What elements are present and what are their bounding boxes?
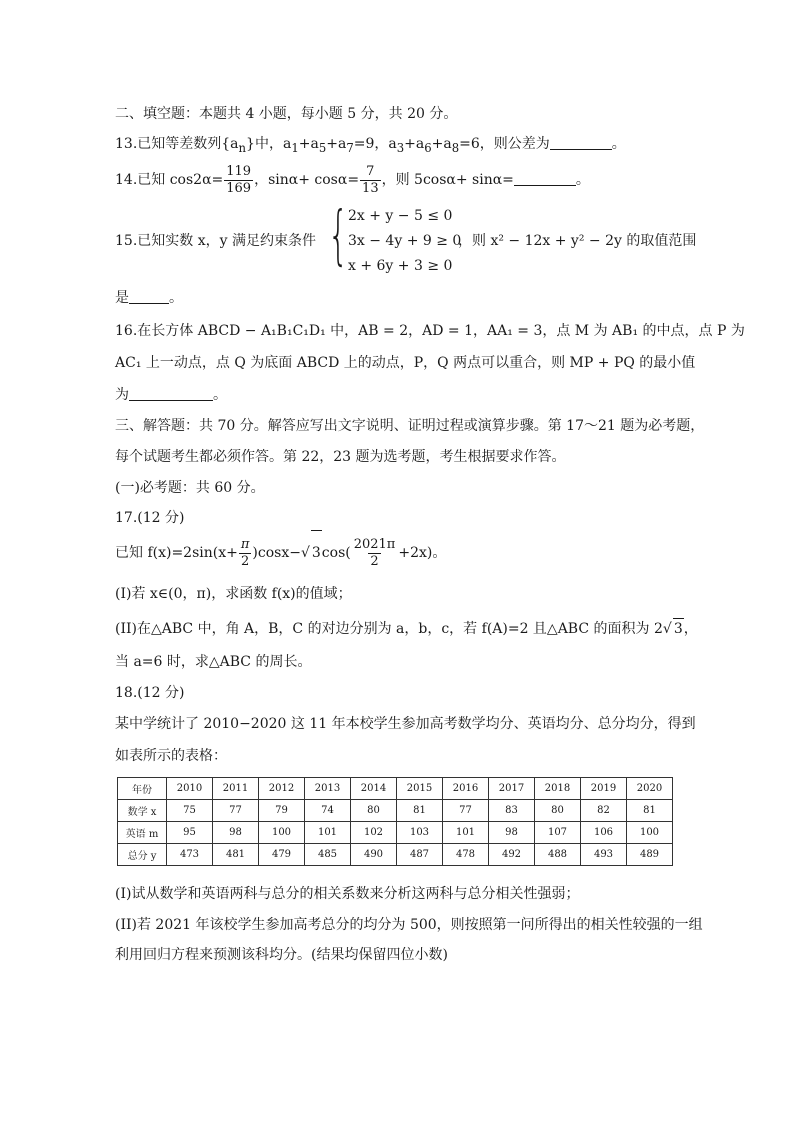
q13-end: 。	[611, 136, 626, 152]
table-cell: 95	[167, 822, 213, 844]
question-14	[115, 158, 590, 202]
q17-text: ，	[683, 621, 698, 637]
constraint-2: 3x − 4y + 9 ≥ 0	[348, 233, 462, 249]
q13-sub: 5	[318, 140, 327, 155]
fraction-denominator: 2	[240, 553, 250, 569]
table-cell: 473	[167, 844, 213, 866]
question-17-title: 17.(12 分)	[115, 510, 185, 526]
table-cell: 107	[535, 822, 581, 844]
table-cell: 80	[535, 800, 581, 822]
table-cell: 2010	[167, 778, 213, 800]
table-cell: 478	[443, 844, 489, 866]
table-cell: 98	[489, 822, 535, 844]
q14-text: 14.已知 cos2α=	[115, 172, 224, 188]
table-cell: 80	[351, 800, 397, 822]
fraction	[239, 537, 252, 570]
answer-blank[interactable]	[129, 289, 169, 304]
table-cell: 2020	[627, 778, 673, 800]
table-cell: 100	[259, 822, 305, 844]
table-cell: 493	[581, 844, 627, 866]
question-18-part2-cont: 利用回归方程来预测该科均分。(结果均保留四位小数)	[115, 947, 448, 963]
q17-text: cos(	[321, 545, 351, 561]
q13-text: +a	[298, 136, 319, 152]
table-cell: 479	[259, 844, 305, 866]
required-header: (一)必考题：共 60 分。	[115, 480, 265, 496]
answer-blank[interactable]	[514, 171, 576, 186]
q13-sub: 8	[451, 140, 460, 155]
question-18-part2: (II)若 2021 年该校学生参加高考总分的均分为 500，则按照第一问所得出的相关性较强的一组	[115, 917, 703, 933]
fill-section-header: 二、填空题：本题共 4 小题，每小题 5 分，共 20 分。	[115, 106, 458, 122]
table-cell: 101	[305, 822, 351, 844]
q15-text: 是	[115, 290, 129, 306]
fraction	[360, 164, 381, 197]
sqrt-icon: √	[300, 545, 310, 561]
table-cell: 81	[627, 800, 673, 822]
question-17-part2-cont: 当 a=6 时，求△ABC 的周长。	[115, 654, 312, 670]
answer-blank[interactable]	[129, 386, 213, 401]
table-cell: 2014	[351, 778, 397, 800]
q13-sub: n	[238, 140, 247, 155]
table-cell: 487	[397, 844, 443, 866]
answer-section-header-cont: 每个试题考生都必须作答。第 22，23 题为选考题，考生根据要求作答。	[115, 449, 566, 465]
system-brace: {	[328, 199, 349, 273]
table-cell: 481	[213, 844, 259, 866]
q13-text: 13.已知等差数列{a	[115, 136, 239, 152]
q13-sub: 1	[291, 140, 299, 155]
table-cell: 488	[535, 844, 581, 866]
table-cell: 101	[443, 822, 489, 844]
q17-text: 已知 f(x)=2sin(x+	[115, 545, 238, 561]
q16-text: 为	[115, 387, 129, 403]
q13-text: }中，a	[246, 136, 292, 152]
q14-text: ，sinα+ cosα=	[254, 172, 360, 188]
q13-text: +a	[431, 136, 452, 152]
table-cell: 2019	[581, 778, 627, 800]
table-cell: 数学 x	[118, 800, 167, 822]
q13-text: +a	[404, 136, 425, 152]
table-cell: 总分 y	[118, 844, 167, 866]
fraction-numerator: 7	[366, 163, 375, 179]
sqrt-radicand: 3	[673, 618, 684, 639]
table-cell: 2017	[489, 778, 535, 800]
q13-text: +a	[326, 136, 347, 152]
table-cell: 100	[627, 822, 673, 844]
table-cell: 2015	[397, 778, 443, 800]
q17-text: )cosx−	[252, 545, 301, 561]
question-17-part1: (I)若 x∈(0，π)，求函数 f(x)的值域；	[115, 586, 352, 602]
table-cell: 2016	[443, 778, 489, 800]
q13-sub: 3	[396, 140, 405, 155]
table-cell: 79	[259, 800, 305, 822]
q17-text: +2x)。	[398, 545, 447, 561]
table-cell: 492	[489, 844, 535, 866]
question-16-line2: AC₁ 上一动点，点 Q 为底面 ABCD 上的动点，P，Q 两点可以重合，则 MP + PQ 的最小值	[115, 355, 696, 371]
answer-blank[interactable]	[550, 135, 612, 150]
table-row	[118, 778, 673, 800]
table-cell: 74	[305, 800, 351, 822]
answer-section-header: 三、解答题：共 70 分。解答应写出文字说明、证明过程或演算步骤。第 17～21 题为必考题，	[115, 418, 705, 434]
data-table	[117, 777, 673, 866]
q13-text: =6，则公差为	[459, 136, 550, 152]
fraction-denominator: 2	[370, 553, 379, 569]
q13-sub: 7	[346, 140, 354, 155]
question-18-title: 18.(12 分)	[115, 685, 185, 701]
question-17-part2	[115, 618, 698, 639]
table-cell: 2011	[213, 778, 259, 800]
question-16-line3	[115, 385, 227, 405]
question-18-intro: 某中学统计了 2010−2020 这 11 年本校学生参加高考数学均分、英语均分、总分均分，得到	[115, 716, 696, 732]
table-cell: 英语 m	[118, 822, 167, 844]
constraint-3: x + 6y + 3 ≥ 0	[348, 258, 453, 274]
table-cell: 98	[213, 822, 259, 844]
table-cell: 2018	[535, 778, 581, 800]
table-cell: 82	[581, 800, 627, 822]
table-row	[118, 844, 673, 866]
fraction-denominator: 169	[226, 180, 252, 196]
table-cell: 489	[627, 844, 673, 866]
question-16-line1: 16.在长方体 ABCD − A₁B₁C₁D₁ 中，AB = 2，AD = 1，AA₁ = 3，点 M 为 AB₁ 的中点，点 P 为	[115, 323, 745, 339]
question-18-part1: (I)试从数学和英语两科与总分的相关系数来分析这两科与总分相关性强弱；	[115, 886, 580, 902]
table-cell: 2013	[305, 778, 351, 800]
table-row	[118, 822, 673, 844]
sqrt-radicand: 3	[311, 530, 322, 575]
q13-text: =9，a	[353, 136, 397, 152]
q17-text: (II)在△ABC 中，角 A，B，C 的对边分别为 a，b，c，若 f(A)=2 且△ABC 的面积为 2	[115, 621, 663, 637]
table-cell: 490	[351, 844, 397, 866]
fraction	[352, 537, 398, 570]
question-17-function	[115, 530, 446, 575]
table-cell: 2012	[259, 778, 305, 800]
fraction-numerator: 119	[226, 163, 252, 179]
fraction-denominator: 13	[362, 180, 379, 196]
q15-end: 。	[169, 290, 183, 306]
table-cell: 102	[351, 822, 397, 844]
q15-tail	[115, 288, 183, 308]
q14-end: 。	[575, 172, 590, 188]
table-cell: 77	[213, 800, 259, 822]
table-cell: 106	[581, 822, 627, 844]
question-18-intro-cont: 如表所示的表格：	[115, 748, 227, 764]
constraint-1: 2x + y − 5 ≤ 0	[348, 208, 453, 224]
q15-target: ，则 x² − 12x + y² − 2y 的取值范围	[458, 233, 697, 249]
fraction-numerator: π	[240, 536, 250, 552]
question-15-lead: 15.已知实数 x，y 满足约束条件	[115, 233, 316, 249]
table-cell: 83	[489, 800, 535, 822]
table-row	[118, 800, 673, 822]
fraction-numerator: 2021π	[353, 536, 396, 552]
table-cell: 485	[305, 844, 351, 866]
fraction	[224, 164, 253, 197]
table-cell: 年份	[118, 778, 167, 800]
table-cell: 75	[167, 800, 213, 822]
table-cell: 77	[443, 800, 489, 822]
table-cell: 81	[397, 800, 443, 822]
q14-text: ，则 5cosα+ sinα=	[381, 172, 514, 188]
question-13	[115, 134, 626, 158]
q13-sub: 6	[424, 140, 432, 155]
q16-end: 。	[213, 387, 227, 403]
table-cell: 103	[397, 822, 443, 844]
sqrt-icon: √	[662, 621, 672, 637]
